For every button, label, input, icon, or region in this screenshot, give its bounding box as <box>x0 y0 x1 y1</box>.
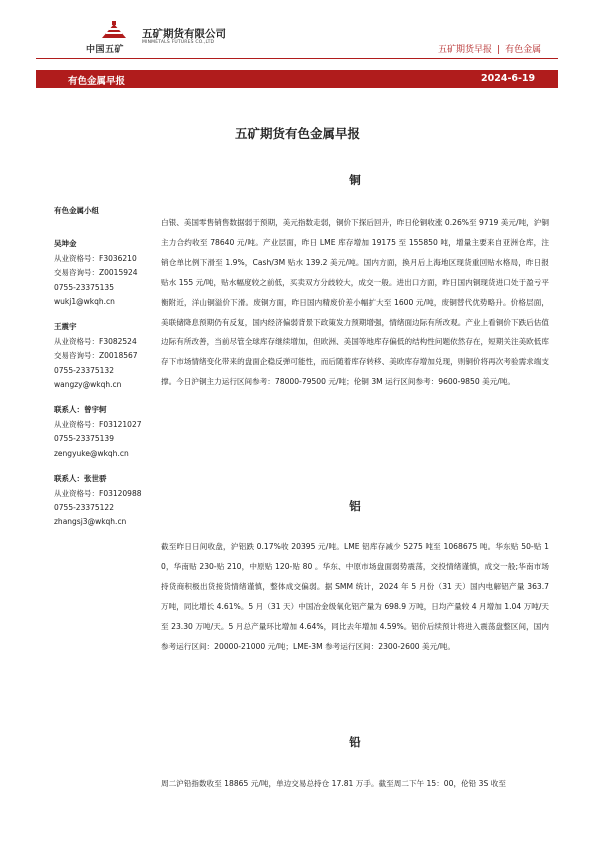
section-body-copper: 白银、美国零售销售数据弱于预期，美元指数走弱，铜价下探后回升，昨日伦铜收涨 0.26%至 9719 美元/吨，沪铜主力合约收至 78640 元/吨。产业层面，昨日 LME 库存增加 19175 至 155850 吨，增量主要来自亚洲仓库，注销仓单比例下滑至 1.9%，Cash/3M 贴水 139.2 美元/吨。国内方面，换月后上海地区现货重回贴水格局，昨日报贴水 155 元/吨，贴水幅度较之前低，买卖双方分歧较大，成交一般。进出口方面，昨日国内铜现货进口处于盈亏平衡附近，洋山铜溢价下滑。废铜方面，昨日国内精废价差小幅扩大至 1600 元/吨，废铜替代优势略升。价格层面，美联储降息预期仍有反复，国内经济偏弱背景下政策发力预期增强，情绪面边际有所改观。产业上看铜价下跌后估值边际有所改善，当前尽管全球库存继续增加，但欧洲、美国等地库存偏低的结构性问题依然存在，短期关注美欧低库存下市场情绪变化带来的盘面企稳反弹可能性，而后随着库存转移、美欧库存增加兑现，则铜价将再次考验需求端支撑。今日沪铜主力运行区间参考：78000-79500 元/吨；伦铜 3M 运行区间参考：9600-9850 美元/吨。 <box>161 218 549 387</box>
contact-consult-id: 交易咨询号：Z0018567 <box>54 351 138 361</box>
contact-license: 从业资格号：F3082524 <box>54 336 137 346</box>
contact-consult-id: 交易咨询号：Z0015924 <box>54 268 138 278</box>
contact-phone: 0755-23375135 <box>54 282 114 292</box>
team-title: 有色金属小组 <box>54 206 99 215</box>
contact-name: 联系人：曾宇轲 <box>54 405 107 415</box>
contact-card <box>54 237 164 309</box>
header-right-labels <box>438 42 541 55</box>
contact-license: 从业资格号：F03120988 <box>54 488 142 498</box>
report-category-label: 有色金属 <box>505 45 542 55</box>
contact-phone: 0755-23375122 <box>54 502 114 512</box>
contact-email[interactable]: zhangsj3@wkqh.cn <box>54 517 127 527</box>
banner-title: 有色金属早报 <box>68 76 126 87</box>
banner-date: 2024-6-19 <box>481 73 536 84</box>
section-body-aluminum: 截至昨日日间收盘，沪铝跌 0.17%收 20395 元/吨。LME 铝库存减少 5275 吨至 1068675 吨。华东贴 50-贴 10，华南贴 230-贴 210，中原贴 120-贴 80 。华东、中原市场盘面弱势震荡，交投情绪谨慎，成交一般;华南市场持货商积极出货接货情绪谨慎，整体成交偏弱。据 SMM 统计，2024 年 5 月份（31 天）国内电解铝产量 363.7 万吨，同比增长 4.61%。5 月（31 天）中国冶金级氧化铝产量为 698.9 万吨，日均产量较 4 月增加 1.04 万吨/天至 23.30 万吨/天。5 月总产量环比增加 4.64%，同比去年增加 4.59%。铝价后续预计将进入震荡盘整区间，国内参考运行区间：20000-21000 元/吨；LME-3M 参考运行区间：2300-2600 美元/吨。 <box>161 542 549 651</box>
section-title-copper: 铜 <box>349 173 361 187</box>
document-title: 五矿期货有色金属早报 <box>234 126 360 141</box>
contact-phone: 0755-23375132 <box>54 365 114 375</box>
analyst-sidebar <box>54 204 164 541</box>
section-body-lead: 周二沪铅指数收至 18865 元/吨，单边交易总持仓 17.81 万手。截至周二下午 15：00，伦铅 3S 收至 <box>161 779 506 788</box>
company-name-cn: 五矿期货有限公司 <box>142 28 226 40</box>
contact-name: 联系人：张世骄 <box>54 474 107 484</box>
section-title-lead: 铅 <box>349 735 361 749</box>
contact-email[interactable]: wangzy@wkqh.cn <box>54 380 122 390</box>
page-header <box>0 0 595 38</box>
header-divider <box>36 58 558 59</box>
section-title-aluminum: 铝 <box>349 499 361 513</box>
contact-email[interactable]: wukj1@wkqh.cn <box>54 297 115 307</box>
contact-card <box>54 472 164 530</box>
contact-email[interactable]: zengyuke@wkqh.cn <box>54 448 129 458</box>
contact-name: 吴坤金 <box>54 239 77 249</box>
report-series-label: 五矿期货早报 <box>438 45 493 55</box>
company-name-en: MINMETALS FUTURES CO.,LTD <box>142 40 215 45</box>
contact-license: 从业资格号：F03121027 <box>54 419 142 429</box>
contact-card <box>54 320 164 392</box>
header-separator: | <box>497 45 501 55</box>
contact-phone: 0755-23375139 <box>54 434 114 444</box>
contact-name: 王震宇 <box>54 322 77 332</box>
logo-text: 中国五矿 <box>86 45 125 55</box>
contact-card <box>54 403 164 461</box>
contact-license: 从业资格号：F3036210 <box>54 253 137 263</box>
minmetals-logo-icon <box>100 20 128 40</box>
